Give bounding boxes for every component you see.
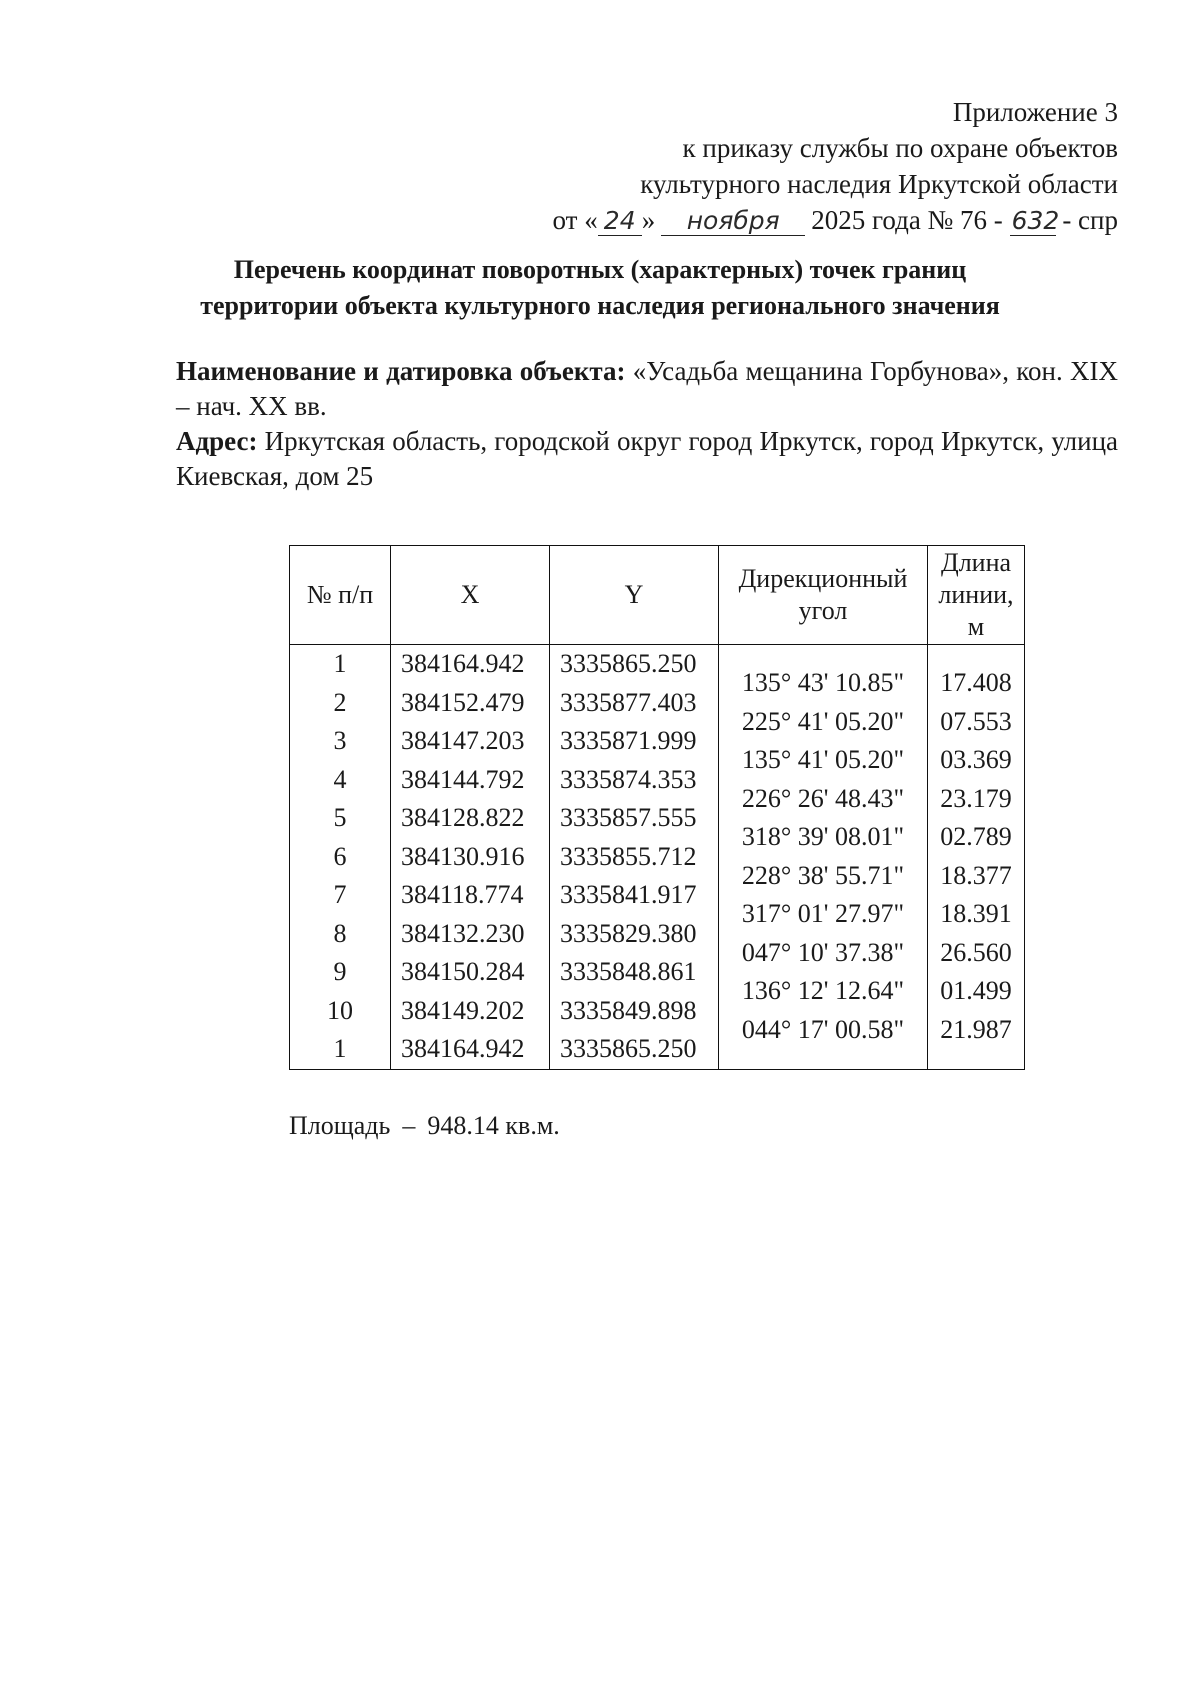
- line-length-cell: 02.789: [940, 822, 1012, 851]
- area-value: 948.14 кв.м.: [427, 1111, 560, 1140]
- area-label: Площадь: [289, 1111, 391, 1140]
- handwritten-day: 24: [598, 207, 642, 236]
- object-address-value: Иркутская область, городской округ город Иркутск, город Иркутск, улица Киевская, дом 25: [176, 426, 1118, 491]
- direction-angle-cell: 135° 41' 05.20": [741, 745, 905, 774]
- coordinates-table: [289, 545, 1025, 1070]
- numbers-list: [290, 645, 390, 1069]
- y-coordinate-cell: 3335874.353: [560, 764, 697, 794]
- direction-angle-cell: 136° 12' 12.64": [741, 976, 905, 1005]
- point-number-cell: 5: [333, 803, 347, 832]
- x-list: [391, 645, 549, 1069]
- date-close-quote: »: [641, 205, 656, 235]
- point-number-cell: 3: [333, 726, 347, 755]
- order-reference-line: к приказу службы по охране объектов: [682, 133, 1118, 163]
- y-coordinate-cell: 3335848.861: [560, 957, 697, 986]
- x-coordinate-cell: 384149.202: [401, 995, 525, 1025]
- appendix-title: Приложение 3: [952, 97, 1118, 127]
- object-name-paragraph: [176, 354, 1118, 424]
- x-coordinate-cell: 384130.916: [401, 841, 525, 871]
- y-coordinate-cell: 3335865.250: [560, 649, 697, 678]
- lengths-list: [928, 645, 1024, 1049]
- x-coordinate-cell: 384147.203: [401, 726, 525, 755]
- y-coordinate-cell: 3335841.917: [560, 880, 697, 909]
- area-line: [289, 1108, 560, 1144]
- direction-angle-cell: 226° 26' 48.43": [741, 783, 905, 813]
- angles-list: [719, 645, 927, 1049]
- line-length-cell: 17.408: [940, 668, 1012, 697]
- area-dash: –: [402, 1111, 416, 1140]
- y-coordinate-cell: 3335877.403: [560, 687, 697, 717]
- y-coordinate-cell: 3335857.555: [560, 803, 697, 832]
- x-coordinate-cell: 384150.284: [401, 957, 525, 986]
- direction-angle-cell: 317° 01' 27.97": [741, 899, 905, 928]
- direction-angle-cell: 135° 43' 10.85": [741, 668, 905, 697]
- point-number-cell: 10: [327, 995, 353, 1025]
- table-header-row: [290, 546, 1025, 645]
- order-date-line: [553, 202, 1119, 238]
- object-address-paragraph: [176, 424, 1118, 494]
- header-number: № п/п: [290, 546, 391, 645]
- x-coordinate-cell: 384164.942: [401, 1034, 525, 1063]
- y-coordinate-cell: 3335855.712: [560, 841, 697, 871]
- direction-angle-cell: 318° 39' 08.01": [741, 822, 905, 851]
- line-length-cell: 18.391: [940, 899, 1012, 928]
- header-length: [928, 546, 1025, 645]
- y-coordinate-cell: 3335871.999: [560, 726, 697, 755]
- y-coordinate-cell: 3335829.380: [560, 918, 697, 948]
- x-coordinate-cell: 384164.942: [401, 649, 525, 678]
- table-body-row: [290, 645, 1025, 1070]
- header-y: Y: [550, 546, 719, 645]
- direction-angle-cell: 228° 38' 55.71": [741, 860, 905, 890]
- column-numbers: [290, 645, 391, 1070]
- line-length-cell: 07.553: [940, 706, 1012, 736]
- point-number-cell: 1: [333, 649, 347, 678]
- y-coordinate-cell: 3335849.898: [560, 995, 697, 1025]
- column-y: [550, 645, 719, 1070]
- service-name-line: культурного наследия Иркутской области: [640, 169, 1118, 199]
- direction-angle-cell: 047° 10' 37.38": [741, 937, 905, 967]
- line-length-cell: 23.179: [940, 783, 1012, 813]
- line-length-cell: 18.377: [940, 860, 1012, 890]
- object-name-label: Наименование и датировка объекта:: [176, 356, 626, 386]
- column-x: [391, 645, 550, 1070]
- point-number-cell: 1: [333, 1034, 347, 1063]
- y-coordinate-cell: 3335865.250: [560, 1034, 697, 1063]
- point-number-cell: 7: [333, 880, 347, 909]
- header-x: X: [391, 546, 550, 645]
- point-number-cell: 4: [333, 764, 347, 794]
- title-line-2: территории объекта культурного наследия регионального значения: [200, 291, 1000, 320]
- line-length-cell: 21.987: [940, 1014, 1012, 1044]
- handwritten-month: ноября: [661, 207, 805, 236]
- handwritten-order-number: 632: [1011, 206, 1060, 235]
- date-prefix: от «: [552, 205, 598, 235]
- x-coordinate-cell: 384132.230: [401, 918, 525, 948]
- line-length-cell: 26.560: [940, 937, 1012, 967]
- order-year-text: 2025 года № 76 -: [811, 205, 1003, 235]
- y-list: [550, 645, 718, 1069]
- object-info: [176, 354, 1118, 494]
- header-angle-text: Дирекционный угол: [738, 564, 908, 625]
- point-number-cell: 2: [333, 687, 347, 717]
- header-angle: [719, 546, 928, 645]
- column-angles: [719, 645, 928, 1070]
- document-title: [0, 252, 1200, 324]
- appendix-header: [553, 94, 1119, 238]
- object-name-value: «Усадьба мещанина Горбунова», кон. XIX – нач. XX вв.: [176, 356, 1118, 421]
- direction-angle-cell: 044° 17' 00.58": [741, 1014, 905, 1044]
- line-length-cell: 01.499: [940, 976, 1012, 1005]
- order-suffix: - спр: [1062, 205, 1118, 235]
- header-length-text: Длина линии, м: [938, 548, 1014, 641]
- point-number-cell: 9: [333, 957, 347, 986]
- x-coordinate-cell: 384152.479: [401, 687, 525, 717]
- title-line-1: Перечень координат поворотных (характерных) точек границ: [233, 255, 967, 284]
- object-address-label: Адрес:: [176, 426, 258, 456]
- point-number-cell: 6: [333, 841, 347, 871]
- direction-angle-cell: 225° 41' 05.20": [741, 706, 905, 736]
- x-coordinate-cell: 384144.792: [401, 764, 525, 794]
- x-coordinate-cell: 384118.774: [401, 880, 524, 909]
- column-lengths: [928, 645, 1025, 1070]
- x-coordinate-cell: 384128.822: [401, 803, 525, 832]
- line-length-cell: 03.369: [940, 745, 1012, 774]
- point-number-cell: 8: [333, 918, 347, 948]
